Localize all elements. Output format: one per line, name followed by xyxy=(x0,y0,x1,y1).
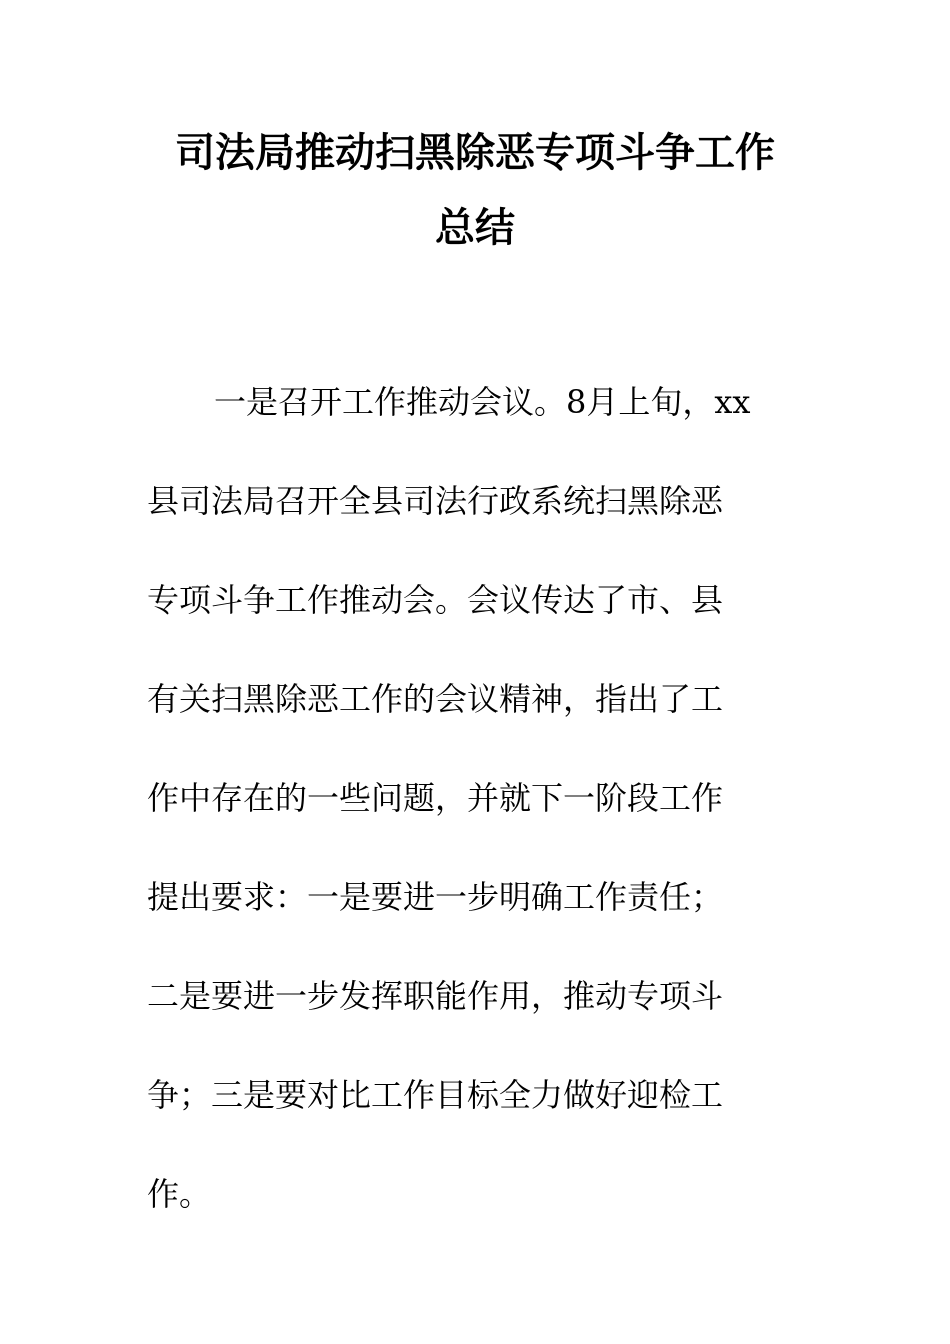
paragraph-line-6: 提出要求：一是要进一步明确工作责任； xyxy=(147,878,724,916)
paragraph-line-5: 作中存在的一些问题，并就下一阶段工作 xyxy=(147,779,724,817)
paragraph-line-3: 专项斗争工作推动会。会议传达了市、县 xyxy=(147,581,724,619)
document-title-line-1: 司法局推动扫黑除恶专项斗争工作 xyxy=(175,130,775,176)
paragraph-line-8: 争；三是要对比工作目标全力做好迎检工 xyxy=(147,1076,724,1114)
document-title-line-2: 总结 xyxy=(435,205,515,251)
paragraph-line-7: 二是要进一步发挥职能作用，推动专项斗 xyxy=(147,977,724,1015)
paragraph-line-1: 一是召开工作推动会议。8月上旬，xx xyxy=(214,383,751,421)
paragraph-line-2: 县司法局召开全县司法行政系统扫黑除恶 xyxy=(147,482,724,520)
paragraph-line-9: 作。 xyxy=(147,1175,212,1213)
paragraph-line-4: 有关扫黑除恶工作的会议精神，指出了工 xyxy=(147,680,724,718)
